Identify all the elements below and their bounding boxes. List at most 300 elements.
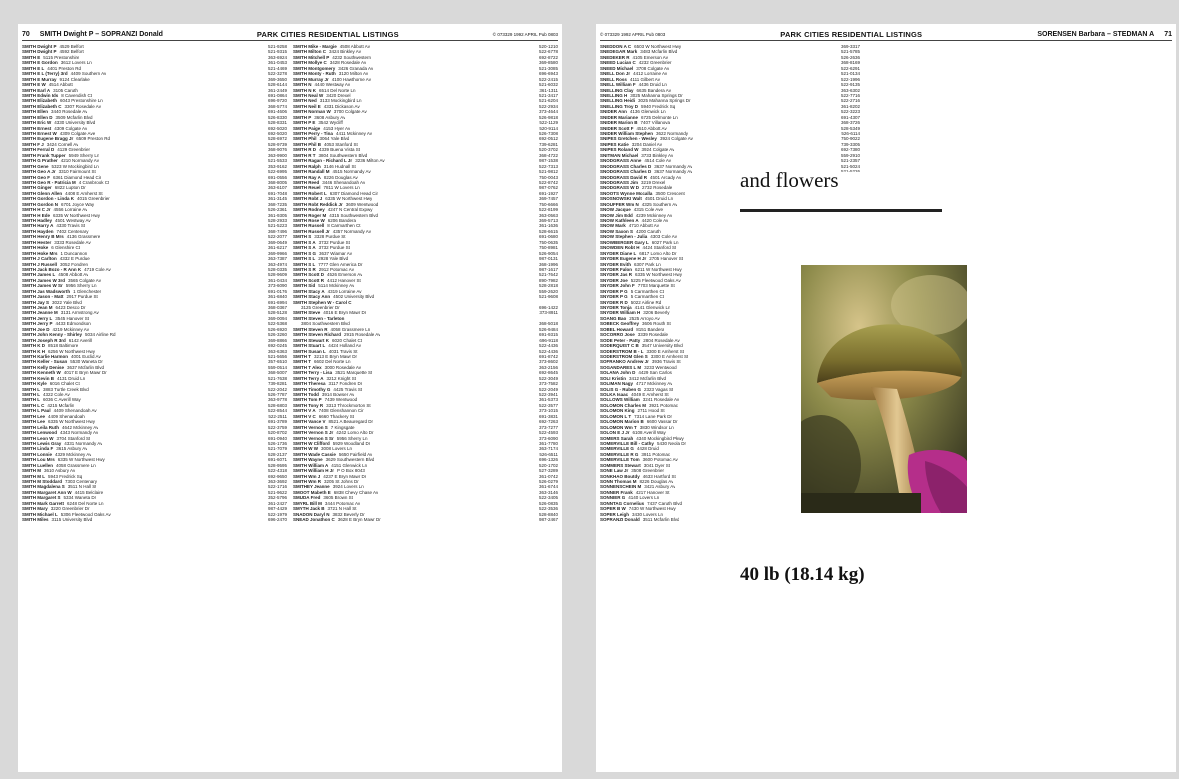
listing-name: SMITH Stewart K	[293, 337, 330, 343]
listing-name: SNODGRASS Charles D	[600, 169, 652, 175]
listing-name: SOMERS Sarah	[600, 435, 634, 441]
listing-address: 6838 Chevy Chase Av	[333, 489, 379, 495]
listing-phone: 521-2357	[840, 158, 860, 164]
listing-name: SMITH Leila Ruth	[22, 424, 59, 430]
listing-name: SMITH Gordon N	[22, 201, 58, 207]
listing-address: 6036 C Averill Way	[43, 397, 81, 403]
listing-name: SMITH K D	[22, 343, 45, 349]
listing-address: 4429 San Carlos	[638, 370, 672, 376]
listing-address: 3511 Mcfarlin Blvd	[642, 517, 680, 523]
listing-phone: 522-1716	[267, 484, 287, 490]
listing-name: SMITH John Kenny - Shirley	[22, 332, 83, 338]
listing-name: SMITH Jay S	[22, 299, 50, 305]
listing-name: SMITH W W	[293, 446, 318, 452]
listing-phone: 361-6744	[538, 484, 558, 490]
listing-name: SNELL Ross	[600, 76, 627, 82]
listing-name: SMITH Stephen W - Carol C	[293, 299, 352, 305]
listing-column	[293, 44, 558, 766]
listing-name: SMITH Vernon S	[293, 424, 328, 430]
listing-name: SMITH G Prather	[22, 158, 58, 164]
listing-phone: 691-0940	[267, 435, 287, 441]
listing-phone: 691-3789	[267, 419, 287, 425]
listing-address: 4329 Mckinney Av	[55, 451, 92, 457]
listing-phone: 522-7313	[538, 163, 558, 169]
listing-address: 3313 Throckmorton St	[326, 402, 371, 408]
listing-address: 3022 Yale Blvd	[52, 299, 82, 305]
listing-phone: 522-6995	[267, 169, 287, 175]
listing-phone: 520-9114	[539, 125, 558, 131]
listing-address: 4330 University Blvd	[54, 120, 96, 126]
listing-address: 6020 Chalet Ct	[332, 337, 363, 343]
listing-address: P O Box 8043	[336, 468, 365, 474]
listing-address: 3446 Shenandoah Av	[322, 179, 366, 185]
listing-address: 6256 W Northwest Hwy	[48, 348, 96, 354]
listing-phone: 528-6972	[267, 136, 287, 142]
listing-address: 4153 Hyer Av	[323, 125, 351, 131]
listing-name: SNOW Stephen - Julia	[600, 234, 648, 240]
listing-name: SMITH Stuart L	[293, 343, 326, 349]
listing-address: 4425 Travis St	[333, 386, 363, 392]
listing-row	[293, 517, 558, 522]
listing-name: SNIDER Ann	[600, 109, 627, 115]
listing-address: 6206 Bandera	[327, 218, 357, 223]
listing-name: SMITH Roger M	[293, 212, 327, 218]
listing-phone: 691-1927	[538, 190, 558, 196]
listing-name: SNYDER William H	[600, 310, 641, 316]
listing-name: SOLOMON Wm T	[600, 424, 637, 430]
listing-address: 5034 Airline Rd	[85, 332, 116, 338]
listing-name: SNOW Kathleen A	[600, 218, 639, 223]
listing-phone: 522-1996	[840, 76, 860, 82]
listing-phone: 528-2933	[267, 218, 287, 223]
listing-phone: 361-0742	[538, 473, 558, 479]
listing-address: 6822 Lupton Dr	[54, 185, 86, 191]
listing-phone: 522-8199	[538, 207, 558, 213]
listing-address: 3220 Greenbrier Dr	[50, 506, 90, 512]
listing-name: SMITH Vernon S Sr	[293, 435, 334, 441]
listing-address: 4340 Mockingbird Pkwy	[636, 435, 684, 441]
listing-address: 7811 W Lovers Ln	[323, 185, 360, 191]
listing-phone: 522-4436	[538, 348, 558, 354]
listing-phone: 526-9484	[538, 326, 558, 332]
listing-address: 4440 Westway Av	[314, 82, 351, 88]
listing-name: SNOWBERGER Gary L	[600, 239, 649, 245]
listing-phone: 526-8330	[267, 114, 287, 120]
listing-address: 6503 W Northwest Hwy	[634, 44, 682, 49]
listing-address: 3052 Fondren	[60, 261, 89, 267]
listing-name: SONNTAG Cornelius	[600, 500, 645, 506]
listing-phone: 528-5128	[267, 310, 287, 316]
listing-address: 3721 N Hall St	[327, 506, 357, 512]
listing-name: SMITH Ragan - Richard L Jr	[293, 158, 353, 164]
listing-phone: 363-9778	[267, 397, 287, 403]
listing-name: SMITH Jean M	[22, 305, 53, 310]
listing-address: 7 Kingsgate	[330, 424, 355, 430]
listing-name: SMITHEY Jeanne	[293, 484, 330, 490]
listing-address: 4136 Grassmere	[66, 234, 101, 240]
listing-address: 3205 St Johns Dr	[324, 479, 359, 484]
listing-name: SMITH Margaret S	[22, 495, 61, 501]
listing-address: 3440 Rosedale Av	[51, 109, 88, 115]
listing-phone: 521-9812	[538, 169, 558, 175]
listing-phone: 691-0556	[267, 174, 287, 180]
listing-address: 2711 Hood St	[637, 408, 665, 414]
listing-name: SMITH Lee	[22, 413, 46, 419]
listing-name: SOLANA John D	[600, 370, 636, 376]
listing-name: SONKHAO Boutdy	[600, 473, 640, 479]
listing-address: 4215 Mcfarlin	[47, 402, 75, 408]
product-caption: and flowers	[740, 172, 839, 192]
listing-phone: 361-1636	[538, 223, 558, 229]
listing-name: SMITH Mary	[22, 506, 48, 512]
listing-phone: 526-0835	[538, 500, 558, 506]
listing-phone: 363-3146	[538, 489, 558, 495]
listing-name: SOPRANZI Donald	[600, 517, 640, 523]
listing-address: 6335 W Northwest Hwy	[57, 457, 105, 463]
listing-address: 7437 Caruth Blvd	[647, 500, 682, 506]
listing-name: SMITH Ginger	[22, 185, 52, 191]
listing-name: SOLI Kristin	[600, 375, 627, 381]
listing-address: 3412 Mcfarlin Blvd	[629, 375, 667, 381]
listing-address: 4514 Cole Av	[644, 158, 672, 164]
listing-name: SMITH Eugene Bragg Jr	[22, 136, 74, 142]
listing-address: 4526 Emerson Av	[327, 272, 363, 278]
listing-name: SMITH Tom P	[293, 397, 322, 403]
listing-name: SONNER Frank	[600, 489, 633, 495]
listing-phone: 696-1326	[538, 457, 558, 463]
listing-phone: 696-6943	[538, 71, 558, 77]
listing-name: SNYDER Jas R	[600, 272, 633, 278]
listing-address: 9124 Clearlake	[59, 76, 90, 82]
listing-phone: 521-0134	[840, 71, 860, 77]
listing-address: 3444 Potomac Av	[324, 500, 361, 506]
listing-address: 4239 Mckinney Av	[635, 212, 673, 218]
listing-address: 6335 W Northwest Hwy	[53, 212, 101, 218]
listing-name: SMITH Wm J	[293, 473, 321, 479]
listing-address: 3483 Mcfarlin Blvd	[640, 49, 678, 55]
listing-name: SMITH K H	[22, 348, 45, 354]
listing-address: 4016 E Bryn Mawr Dr	[323, 310, 367, 316]
listing-address: 3233 Wentwood	[644, 364, 677, 370]
listing-name: SMITH S G	[293, 250, 317, 256]
listing-name: SMITH Joseph R 3rd	[22, 337, 66, 343]
listing-name: SMITH M	[22, 468, 41, 474]
listing-address: 5650 Fairfield Av	[338, 451, 373, 457]
right-page-title: PARK CITIES RESIDENTIAL LISTINGS	[780, 29, 923, 39]
listing-name: SMITH Ellen D	[22, 114, 53, 120]
listing-name: SNOOTS Wynne Mccalla	[600, 190, 653, 196]
listing-address: 3542 Wycliff	[318, 120, 343, 126]
listing-name: SNEAD Jonathon C	[293, 517, 335, 523]
listing-phone: 692-8722	[538, 54, 558, 60]
listing-phone: 361-3145	[267, 196, 287, 202]
listing-address: 3000 Rosedale Av	[324, 364, 362, 370]
listing-address: 7407 Villanova	[640, 120, 670, 126]
listing-phone: 369-5713	[538, 218, 558, 223]
listing-address: 3629 Southwestern Blvd	[325, 457, 375, 463]
listing-phone: 363-6363	[267, 348, 287, 354]
listing-name: SMITH P E	[293, 120, 316, 126]
listing-name: SMITH H Ede	[22, 212, 51, 218]
listing-address: 2915 Rosedale Av	[344, 332, 381, 338]
listing-phone: 369-7457	[538, 196, 558, 202]
listing-address: 5956 Sherry Ln	[65, 283, 97, 289]
listing-address: 3511 N Hall St	[67, 484, 97, 490]
listing-name: SMOOT Mabeth E	[293, 489, 331, 495]
listing-phone: 520-3702	[538, 147, 558, 153]
listing-phone: 363-6924	[267, 54, 287, 60]
listing-address: 1 Glenchester	[73, 288, 102, 294]
listing-address: 6043 Prestonshire Ln	[60, 98, 103, 104]
listing-name: SMITH Gordon - Linda K	[22, 196, 74, 202]
listing-address: 4330 Travis St	[56, 223, 86, 229]
listing-name: SNIPES Roland W	[600, 147, 639, 153]
listing-address: 4136 Glenwick Ln	[629, 109, 666, 115]
listing-phone: 369-9966	[267, 250, 287, 256]
listing-name: SMITH Terry - Lisa	[293, 370, 333, 376]
listing-address: 3219 Drexel	[641, 179, 666, 185]
listing-name: SMITH W Clifford	[293, 440, 330, 446]
listing-address: 8226 Douglas Av	[639, 479, 674, 484]
listing-phone: 987-1538	[538, 158, 558, 164]
listing-phone: 692-0245	[267, 343, 287, 349]
listing-phone: 369-8866	[267, 337, 287, 343]
listing-address: 6335 W Northwest Hwy	[635, 272, 683, 278]
listing-phone: 361-2449	[267, 87, 287, 93]
listing-phone: 361-7780	[538, 440, 558, 446]
listing-address: 4210 Normandy Av	[60, 158, 99, 164]
listing-address: 3428 Rosedale Av	[329, 60, 367, 66]
listing-phone: 522-2049	[538, 386, 558, 392]
listing-address: 3421 Asbury Av	[644, 484, 676, 490]
listing-name: SMITH S L	[293, 261, 316, 267]
listing-name: SOBEL Howard	[600, 326, 634, 332]
listing-phone: 696-2470	[267, 517, 287, 523]
listing-phone: 363-2156	[538, 364, 558, 370]
listing-row	[22, 517, 287, 522]
listing-name: SMITH Wm R	[293, 479, 321, 484]
listing-address: 4217 Hanover St	[635, 489, 670, 495]
listing-phone: 522-6291	[840, 65, 860, 71]
listing-address: 1 Duncannon	[60, 250, 88, 256]
listing-phone: 521-7079	[267, 446, 287, 452]
listing-phone: 373-8911	[539, 310, 558, 316]
listing-phone: 696-9720	[267, 98, 287, 104]
listing-name: SNADON Daryl N	[293, 511, 330, 517]
listing-name: SMITH Jason - Matt	[22, 294, 64, 300]
listing-phone: 750-6666	[538, 201, 558, 207]
listing-name: SMITH Lou Mrs	[22, 457, 55, 463]
listing-name: SNYDER John F	[600, 283, 635, 289]
listing-phone: 368-5018	[538, 321, 558, 327]
listing-phone: 692-7380	[840, 147, 860, 153]
listing-phone: 526-9818	[538, 114, 558, 120]
listing-name: SMITH Frank Tupper	[22, 152, 66, 158]
listing-name: SMYTH Jack B	[293, 506, 325, 512]
listing-address: 6817 Lomo Alto Dr	[639, 250, 677, 256]
listing-name: SMITH Todd	[293, 392, 319, 397]
listing-phone: 691-4307	[840, 114, 860, 120]
listing-name: SMITH E L (Terry) 3rd	[22, 71, 68, 77]
listing-name: SNEED Michael	[600, 65, 634, 71]
listing-name: SNIPES Katie	[600, 141, 629, 147]
listing-name: SMITH Miles	[22, 517, 49, 523]
listing-address: 4053 Stanford St	[324, 141, 358, 147]
listing-name: SMITH S A	[293, 239, 316, 245]
listing-name: SMITH Gene	[22, 163, 49, 169]
listing-name: SMITH Jerry P	[22, 321, 53, 327]
listing-phone: 521-9622	[267, 489, 287, 495]
listing-phone: 522-9135	[840, 82, 860, 88]
listing-address: 2323 Vagas St	[644, 386, 674, 392]
listing-phone: 521-6204	[538, 98, 558, 104]
listing-address: 3426 Granada Av	[338, 65, 374, 71]
listing-address: 6423 Desco Dr	[55, 305, 86, 310]
listing-address: 4420 Cole Av	[641, 218, 669, 223]
listing-address: 3622 Normandy	[655, 131, 688, 136]
listing-name: SMITH Ernest	[22, 125, 52, 131]
listing-address: 8 Cavendish Ct	[61, 92, 93, 98]
listing-address: 4200 Caruth	[636, 228, 661, 234]
listing-name: SMITH James W Sr	[22, 283, 63, 289]
listing-address: 2928 Yale Blvd	[318, 256, 349, 262]
listing-phone: 528-5349	[840, 125, 860, 131]
listing-phone: 373-8602	[538, 359, 558, 365]
listing-phone: 739-3305	[840, 141, 860, 147]
listing-address: 4412 Hanover St	[327, 277, 361, 283]
right-page-number: 71	[1164, 30, 1172, 38]
listing-address: 3241 Rosedale Av	[642, 397, 680, 403]
listing-phone: 369-8580	[538, 60, 558, 66]
listing-phone: 559-2910	[840, 152, 860, 158]
listing-name: SMITH E Murray	[22, 76, 57, 82]
listing-phone: 528-2137	[267, 451, 287, 457]
listing-address: 4719 Cole Av	[84, 266, 111, 272]
listing-address: 4508 Abbott Av	[58, 272, 89, 278]
listing-phone: 522-3941	[538, 392, 558, 397]
listing-name: SOLOMON King	[600, 408, 635, 414]
listing-phone: 692-7263	[538, 419, 558, 425]
listing-name: SNELLING Heidi	[600, 98, 636, 104]
listing-address: 4508 Abbott Av	[339, 44, 370, 49]
listing-phone: 526-0279	[538, 479, 558, 484]
listing-address: 3883 Turtle Creek Blvd	[43, 386, 89, 392]
listing-phone: 369-3650	[267, 76, 287, 82]
listing-name: SMITH Perry - Tina	[293, 131, 333, 136]
listing-address: 3732 Purdue St	[318, 245, 350, 251]
listing-address: 4309 Colgate Av	[54, 125, 88, 131]
listing-address: 3637 Mcfarlin Blvd	[67, 364, 105, 370]
listing-name: SMITH S A	[293, 245, 316, 251]
listing-address: 3565 Colgate Av	[68, 277, 101, 283]
listing-name: SMITH Mitchell P	[293, 54, 330, 60]
listing-name: SMITH M Stoddard	[22, 479, 62, 484]
listing-phone: 369-0094	[267, 315, 287, 321]
listing-address: 4409 Shenandoah	[48, 413, 85, 419]
listing-phone: 528-6615	[538, 228, 558, 234]
listing-name: SMITH William A	[293, 462, 329, 468]
listing-phone: 526-2361	[267, 207, 287, 213]
listing-phone: 521-5024	[840, 163, 860, 169]
listing-address: 7314 Lane Park Dr	[634, 413, 672, 419]
listing-name: SMITH Ferral D	[22, 147, 55, 153]
listing-name: SMITH Luellen	[22, 462, 54, 468]
listing-address: 4514 Abbott	[48, 82, 73, 88]
listing-phone: 528-8331	[267, 120, 287, 126]
listing-name: SMITH Lonnie	[22, 451, 52, 457]
listing-name: SMITH Leon W	[22, 435, 54, 441]
listing-name: SMITH Rodney	[293, 207, 325, 213]
listing-name: SOMERVILLE R G	[600, 451, 639, 457]
listing-name: SMITH Milton C	[293, 49, 326, 55]
listing-address: 4633 Hartford St	[642, 473, 676, 479]
listing-phone: 521-7642	[538, 272, 558, 278]
listing-name: SOLON E J Jr	[600, 430, 630, 436]
listing-address: 4411 Mckinney Av	[335, 131, 373, 136]
listing-address: 4332 E Purdue	[59, 256, 90, 262]
listing-name: SNELLING Troy D	[600, 103, 639, 109]
left-listing-columns	[22, 44, 558, 766]
listing-name: SONE Law Jr	[600, 468, 629, 474]
listing-name: SMITH Timothy G	[293, 386, 331, 392]
listing-phone: 520-8702	[267, 430, 287, 436]
listing-address: 6602 Del Norte Ln	[314, 359, 351, 365]
listing-name: SMITH Norman W	[293, 109, 331, 115]
listing-address: 3328 Purdue St	[314, 234, 346, 240]
listing-phone: 522-2511	[268, 413, 287, 419]
listing-name: SMITH Linda F	[22, 446, 54, 452]
listing-phone: 363-9900	[267, 152, 287, 158]
listing-address: 3600 Potomac Av	[642, 457, 678, 463]
listing-name: SNELL William F	[600, 82, 636, 88]
listing-phone: 691-0864	[267, 92, 287, 98]
listing-phone: 520-1210	[538, 44, 558, 49]
listing-phone: 692-5020	[267, 131, 287, 136]
listing-phone: 368-3726	[840, 120, 860, 126]
listing-name: SOMMERS Stewart	[600, 462, 641, 468]
listing-address: 4510 Abbott Av	[636, 125, 667, 131]
listing-address: 7430 W Northwest Hwy	[628, 506, 676, 512]
listing-address: 4237 E Bryn Mawr Dr	[323, 473, 367, 479]
listing-name: SMITH Hoke Mrs	[22, 250, 58, 256]
listing-name: SMITH Russell	[293, 223, 325, 229]
listing-address: 6 Glenshire Ct	[51, 245, 81, 251]
listing-address: 3804 Southwestern Blvd	[301, 321, 350, 327]
listing-phone: 522-3405	[538, 495, 558, 501]
listing-phone: 521-9258	[267, 44, 287, 49]
listing-name: SOLIS G - Ruben G	[600, 386, 642, 392]
listing-name: SMITH L Paul	[22, 408, 51, 414]
listing-address: 5 Carmarthen Ct	[630, 288, 664, 294]
listing-phone: 521-7638	[267, 375, 287, 381]
listing-address: 3041 Dyer St	[643, 462, 671, 468]
listing-phone: 521-3085	[538, 65, 558, 71]
listing-address: 3830 Windsor Ln	[639, 424, 674, 430]
listing-address: 3547 University Blvd	[641, 343, 683, 349]
listing-address: 8521 A Beauregard Dr	[328, 419, 374, 425]
listing-name: SMITH Dwight P	[22, 44, 57, 49]
listing-phone: 361-0453	[267, 60, 287, 66]
listing-address: 4242 Lomo Alto Dr	[336, 430, 374, 436]
listing-name: SMITH Karlie Harmon	[22, 353, 69, 359]
listing-name: SMITH Mike - Margie	[293, 44, 337, 49]
listing-phone: 521-4469	[267, 65, 287, 71]
listing-name: SNYDER P G	[600, 288, 628, 294]
listing-address: 3545 Hanover St	[55, 315, 90, 321]
listing-name: SMITH Steven - Tarleton	[293, 315, 345, 321]
listing-address: 5114 Mckinney Av	[318, 283, 355, 289]
listing-name: SOLOMON Charles M	[600, 402, 647, 408]
